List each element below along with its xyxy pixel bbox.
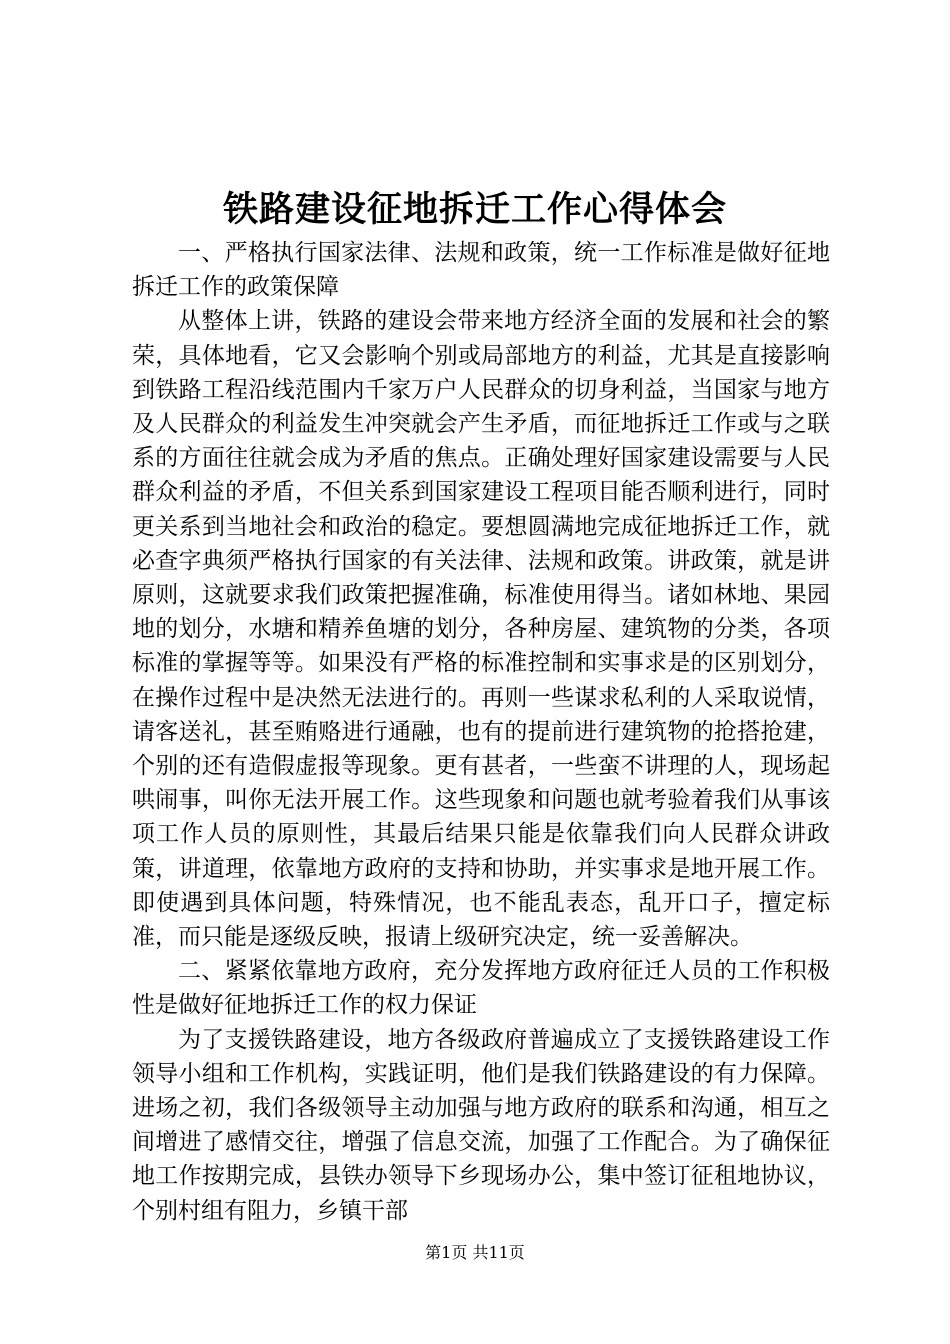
section-heading-2: 二、紧紧依靠地方政府，充分发挥地方政府征迁人员的工作积极性是做好征地拆迁工作的权力保证: [132, 958, 830, 1019]
body-paragraph-2: 为了支援铁路建设，地方各级政府普遍成立了支援铁路建设工作领导小组和工作机构，实践证明，他们是我们铁路建设的有力保障。进场之初，我们各级领导主动加强与地方政府的联系和沟通，相互之间增进了感情交往，增强了信息交流，加强了工作配合。为了确保征地工作按期完成，县铁办领导下乡现场办公，集中签订征租地协议，个别村组有阻力，乡镇干部: [132, 1026, 830, 1224]
document-title: 铁路建设征地拆迁工作心得体会: [222, 189, 727, 230]
section-heading-1: 一、严格执行国家法律、法规和政策，统一工作标准是做好征地拆迁工作的政策保障: [132, 240, 830, 301]
body-paragraph-1: 从整体上讲，铁路的建设会带来地方经济全面的发展和社会的繁荣，具体地看，它又会影响个别或局部地方的利益，尤其是直接影响到铁路工程沿线范围内千家万户人民群众的切身利益，当国家与地方及人民群众的利益发生冲突就会产生矛盾，而征地拆迁工作或与之联系的方面往往就会成为矛盾的焦点。正确处理好国家建设需要与人民群众利益的矛盾，不但关系到国家建设工程项目能否顺利进行，同时更关系到当地社会和政治的稳定。要想圆满地完成征地拆迁工作，就必查字典须严格执行国家的有关法律、法规和政策。讲政策，就是讲原则，这就要求我们政策把握准确，标准使用得当。诸如林地、果园地的划分，水塘和精养鱼塘的划分，各种房屋、建筑物的分类，各项标准的掌握等等。如果没有严格的标准控制和实事求是的区别划分，在操作过程中是决然无法进行的。再则一些谋求私利的人采取说情，请客送礼，甚至贿赂进行通融，也有的提前进行建筑物的抢搭抢建，个别的还有造假虚报等现象。更有甚者，一些蛮不讲理的人，现场起哄闹事，叫你无法开展工作。这些现象和问题也就考验着我们从事该项工作人员的原则性，其最后结果只能是依靠我们向人民群众讲政策，讲道理，依靠地方政府的支持和协助，并实事求是地开展工作。即使遇到具体问题，特殊情况，也不能乱表态，乱开口子，擅定标准，而只能是逐级反映，报请上级研究决定，统一妥善解决。: [132, 308, 830, 951]
document-body: [132, 236, 830, 1228]
page-number-footer: 第1页 共11页: [425, 1243, 525, 1262]
